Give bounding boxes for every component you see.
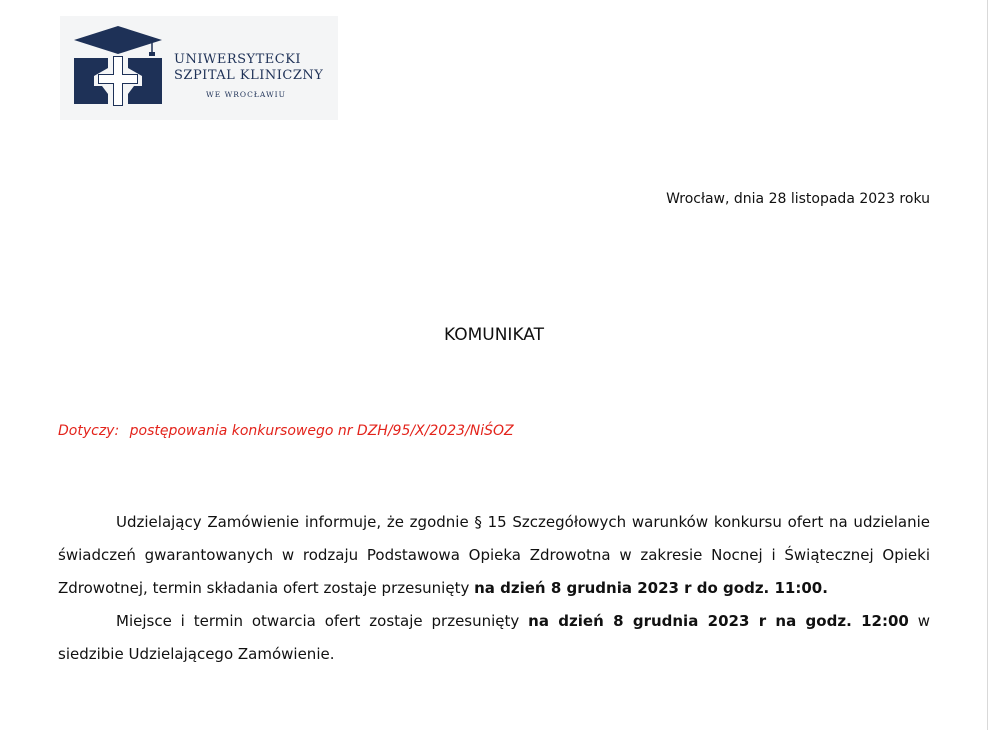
date-line: Wrocław, dnia 28 listopada 2023 roku bbox=[666, 191, 930, 207]
paragraph-2-bold: na dzień 8 grudnia 2023 r na godz. 12:00 bbox=[528, 612, 909, 630]
paragraph-2 bbox=[58, 605, 930, 671]
subject-label: Dotyczy: bbox=[58, 423, 120, 439]
paragraph-2-text: Miejsce i termin otwarcia ofert zostaje przesunięty bbox=[116, 612, 529, 630]
hospital-logo bbox=[60, 16, 338, 120]
body-text bbox=[58, 506, 930, 671]
subject-line bbox=[58, 423, 514, 439]
document-title: KOMUNIKAT bbox=[444, 325, 544, 345]
paragraph-2-tail: w siedzibie Udzielającego Zamówienie. bbox=[58, 612, 930, 663]
graduation-cap-cross-icon bbox=[72, 24, 164, 108]
paragraph-1-text: Udzielający Zamówienie informuje, że zgodnie § 15 Szczegółowych warunków konkursu ofert na udzielanie świadczeń gwarantowanych w rodzaju Podstawowa Opieka Zdrowotna w zakresie Nocnej i Świątecznej Opieki Zdrowotnej, termin składania ofert zostaje przesunięty bbox=[58, 513, 930, 597]
logo-line3: WE WROCŁAWIU bbox=[206, 90, 286, 99]
subject-text: postępowania konkursowego nr DZH/95/X/2023/NiŚOZ bbox=[129, 423, 514, 439]
paragraph-1 bbox=[58, 506, 930, 605]
paragraph-1-bold: na dzień 8 grudnia 2023 r do godz. 11:00. bbox=[474, 579, 828, 597]
logo-line1: UNIWERSYTECKI bbox=[174, 52, 302, 67]
logo-line2: SZPITAL KLINICZNY bbox=[174, 68, 324, 83]
